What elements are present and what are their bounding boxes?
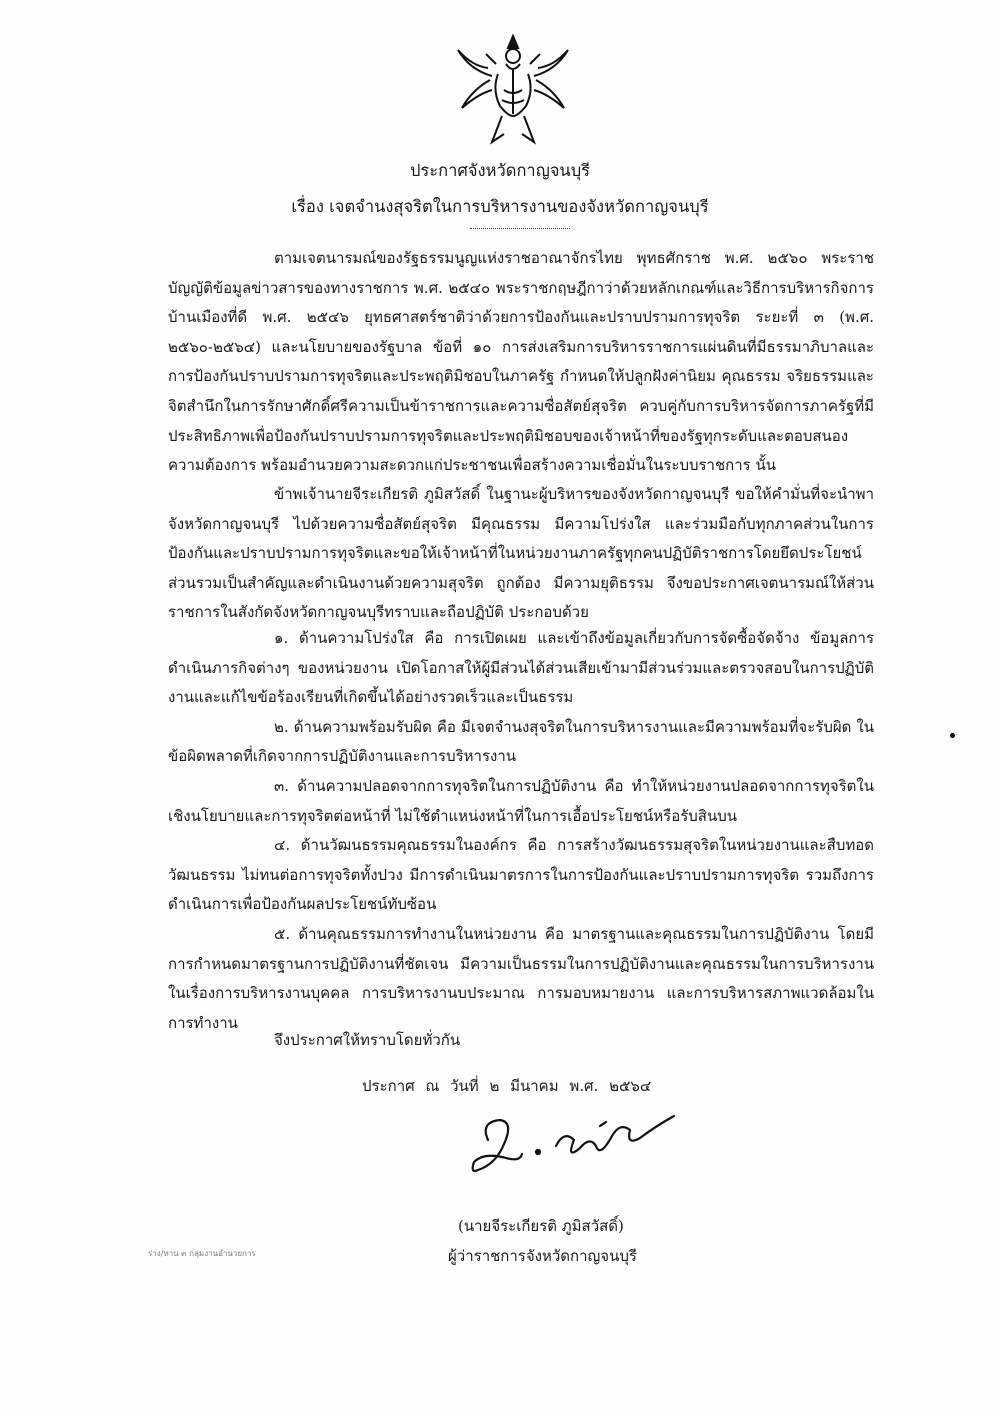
main-paragraph <box>168 480 874 628</box>
title-separator <box>470 228 570 229</box>
ink-dot <box>950 733 955 738</box>
subject-title: เรื่อง เจตจำนงสุจริตในการบริหารงานของจังหวัดกาญจนบุรี <box>291 197 709 216</box>
signer-title: ผู้ว่าราชการจังหวัดกาญจนบุรี <box>448 1247 637 1265</box>
intro-text: ตามเจตนารมณ์ของรัฐธรรมนูญแห่งราชอาณาจักรไทย พุทธศักราช พ.ศ. ๒๕๖๐ พระราชบัญญัติข้อมูลข่าวสารของทางราชการ พ.ศ. ๒๕๔๐ พระราชกฤษฎีกาว่าด้วยหลักเกณฑ์และวิธีการบริหารกิจการบ้านเมืองที่ดี พ.ศ. ๒๕๔๖ ยุทธศาสตร์ชาติว่าด้วยการป้องกันและปราบปรามการทุจริต ระยะที่ ๓ (พ.ศ. ๒๕๖๐-๒๕๖๔) และนโยบายของรัฐบาล ข้อที่ ๑๐ การส่งเสริมการบริหารราชการแผ่นดินที่มีธรรมาภิบาลและการป้องกันปราบปรามการทุจริตและประพฤติมิชอบในภาครัฐ กำหนดให้ปลูกฝังค่านิยม คุณธรรม จริยธรรมและจิตสำนึกในการรักษาศักดิ์ศรีความเป็นข้าราชการและความซื่อสัตย์สุจริต ควบคู่กับการบริหารจัดการภาครัฐที่มีประสิทธิภาพเพื่อป้องกันปราบปรามการทุจริตและประพฤติมิชอบของเจ้าหน้าที่ของรัฐทุกระดับและตอบสนองความต้องการ พร้อมอำนวยความสะดวกแก่ประชาชนเพื่อสร้างความเชื่อมั่นในระบบราชการ นั้น <box>168 249 874 475</box>
garuda-emblem-icon <box>452 30 574 150</box>
signature-icon <box>460 1100 690 1190</box>
issuer-title: ประกาศจังหวัดกาญจนบุรี <box>409 161 591 180</box>
list-item: ๓. ด้านความปลอดจากการทุจริตในการปฏิบัติงาน คือ ทำให้หน่วยงานปลอดจากการทุจริตในเชิงนโยบายและการทุจริตต่อหน้าที่ ไม่ใช้ตำแหน่งหน้าที่ในการเอื้อประโยชน์หรือรับสินบน <box>168 776 874 825</box>
principles-list <box>168 624 874 1038</box>
list-item: ๔. ด้านวัฒนธรรมคุณธรรมในองค์กร คือ การสร้างวัฒนธรรมสุจริตในหน่วยงานและสืบทอดวัฒนธรรม ไม่ทนต่อการทุจริตทั้งปวง มีการดำเนินมาตรการในการป้องกันและปราบปรามการทุจริต รวมถึงการดำเนินการเพื่อป้องกันผลประโยชน์ทับซ้อน <box>168 836 874 914</box>
list-item: ๕. ด้านคุณธรรมการทำงานในหน่วยงาน คือ มาตรฐานและคุณธรรมในการปฏิบัติงาน โดยมีการกำหนดมาตรฐานการปฏิบัติงานที่ชัดเจน มีความเป็นธรรมในการปฏิบัติงานและคุณธรรมในการบริหารงาน ในเรื่องการบริหารงานบุคคล การบริหารงานบประมาณ การมอบหมายงาน และการบริหารสภาพแวดล้อมในการทำงาน <box>168 924 874 1032</box>
intro-paragraph <box>168 244 874 481</box>
footnote: ร่าง/ทาน ๓ กลุ่มงานอำนวยการ <box>148 1249 256 1258</box>
closing-line: จึงประกาศให้ทราบโดยทั่วกัน <box>274 1031 461 1049</box>
list-item: ๒. ด้านความพร้อมรับผิด คือ มีเจตจำนงสุจริตในการบริหารงานและมีความพร้อมที่จะรับผิด ในข้อผิดพลาดที่เกิดจากการปฏิบัติงานและการบริหารงาน <box>168 717 874 766</box>
list-item: ๑. ด้านความโปร่งใส คือ การเปิดเผย และเข้าถึงข้อมูลเกี่ยวกับการจัดซื้อจัดจ้าง ข้อมูลการดำเนินภารกิจต่างๆ ของหน่วยงาน เปิดโอกาสให้ผู้มีส่วนได้ส่วนเสียเข้ามามีส่วนร่วมและตรวจสอบในการปฏิบัติงานและแก้ไขข้อร้องเรียนที่เกิดขึ้นได้อย่างรวดเร็วและเป็นธรรม <box>168 629 874 707</box>
announcement-date: ประกาศ ณ วันที่ ๒ มีนาคม พ.ศ. ๒๕๖๔ <box>362 1077 652 1095</box>
main-text: ข้าพเจ้านายจีระเกียรติ ภูมิสวัสดิ์ ในฐานะผู้บริหารของจังหวัดกาญจนบุรี ขอให้คำมั่นที่จะนำพาจังหวัดกาญจนบุรี ไปด้วยความซื่อสัตย์สุจริต มีคุณธรรม มีความโปร่งใส และร่วมมือกับทุกภาคส่วนในการป้องกันและปราบปรามการทุจริตและขอให้เจ้าหน้าที่ในหน่วยงานภาครัฐทุกคนปฏิบัติราชการโดยยึดประโยชน์ส่วนรวมเป็นสำคัญและดำเนินงานด้วยความสุจริต ถูกต้อง มีความยุติธรรม จึงขอประกาศเจตนารมณ์ให้ส่วนราชการในสังกัดจังหวัดกาญจนบุรีทราบและถือปฏิบัติ ประกอบด้วย <box>168 485 874 622</box>
signer-name: (นายจีระเกียรติ ภูมิสวัสดิ์) <box>458 1217 624 1235</box>
